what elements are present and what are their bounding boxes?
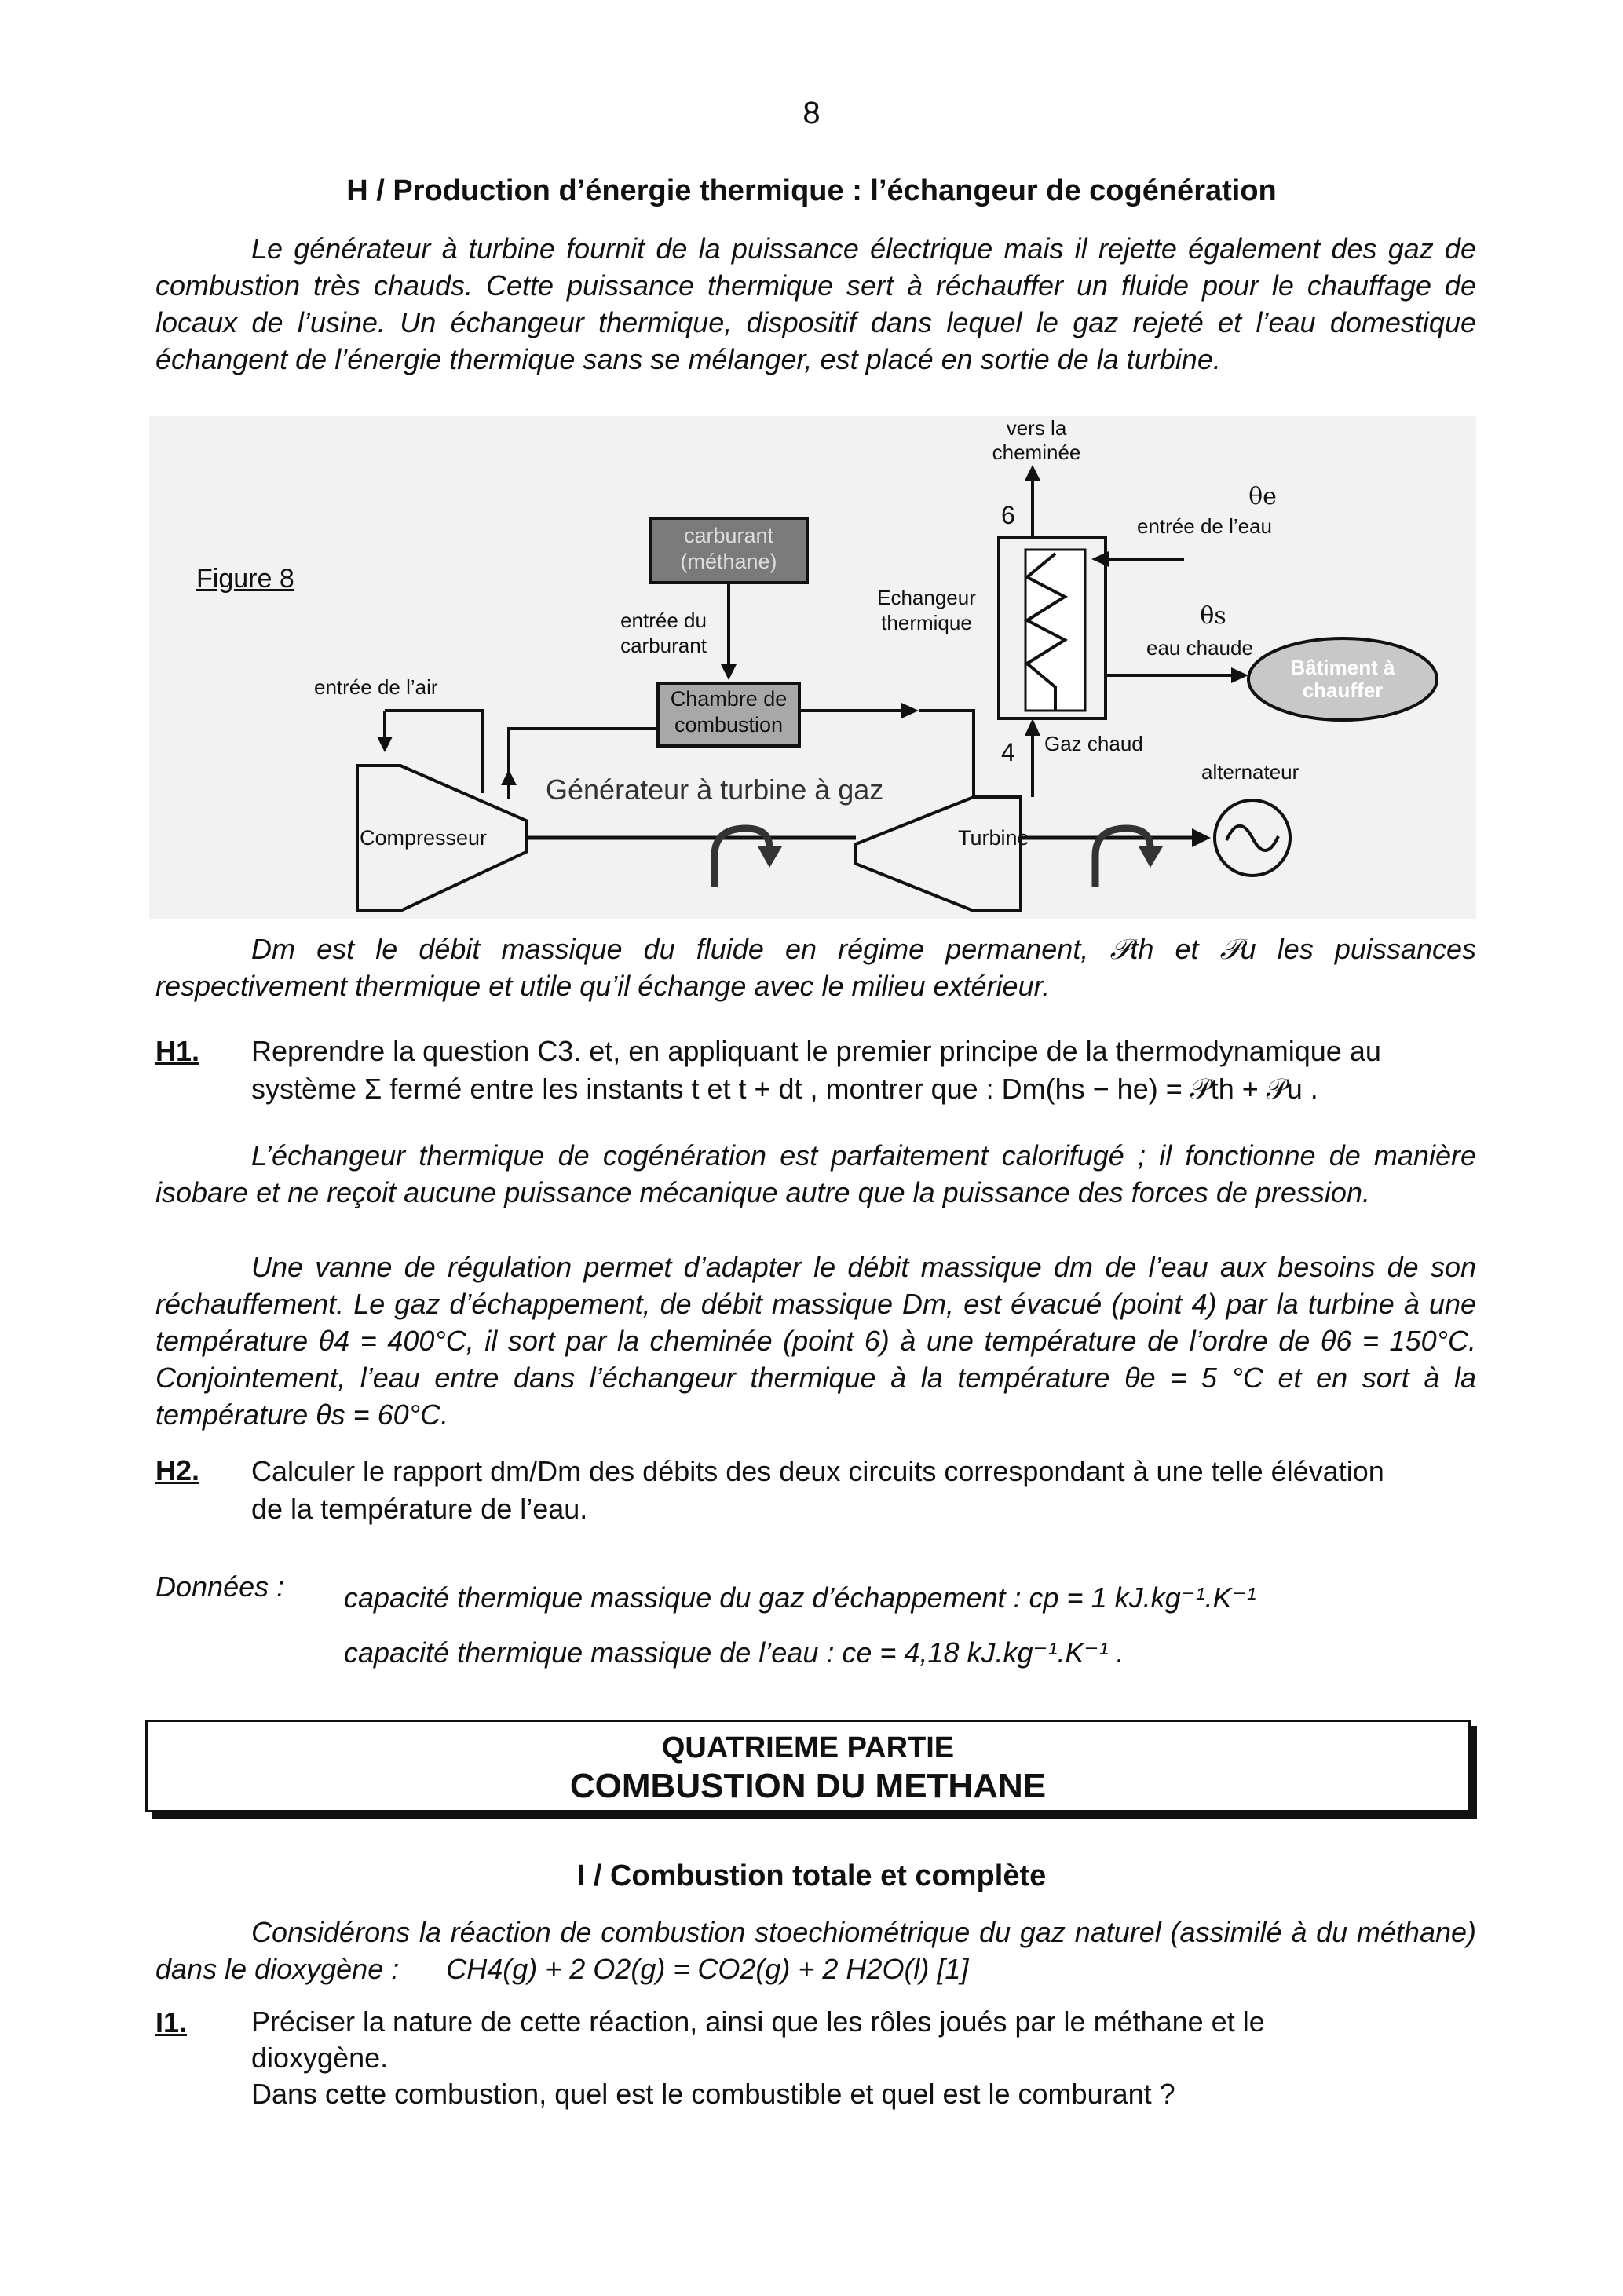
point-6: 6 bbox=[1001, 501, 1015, 529]
question-h1-label: H1. bbox=[155, 1035, 200, 1067]
exchanger-label: Echangeur thermique bbox=[877, 586, 976, 634]
section-i-title: I / Combustion totale et complète bbox=[576, 1859, 1047, 1892]
part-4-label: QUATRIEME PARTIE bbox=[661, 1731, 955, 1764]
air-in-label: entrée de l’air bbox=[314, 675, 438, 699]
compressor-label: Compresseur bbox=[360, 826, 488, 850]
figure-8-diagram bbox=[149, 416, 1476, 919]
chimney-label: vers la cheminée bbox=[992, 416, 1081, 464]
hot-water-label: eau chaude bbox=[1146, 636, 1253, 660]
turbine-shape bbox=[856, 797, 1021, 911]
definition-paragraph: Dm est le débit massique du fluide en régime permanent, 𝒫th et 𝒫u les puissances respectivement thermique et utile qu’il échange avec le milieu extérieur. bbox=[155, 933, 1476, 1002]
combustion-equation: CH4(g) + 2 O2(g) = CO2(g) + 2 H2O(l) [1] bbox=[446, 1953, 969, 1985]
section-h-intro: Le générateur à turbine fournit de la puissance électrique mais il rejette également des gaz de combustion très chauds. Cette puissance thermique sert à réchauffer un fluide pour le chauffage de locaux de l’usine. Un échangeur thermique, dispositif dans lequel le gaz rejeté et l’eau domestique échangent de l’énergie thermique sans se mélanger, est placé en sortie de la turbine. bbox=[155, 232, 1476, 375]
generator-label: Générateur à turbine à gaz bbox=[546, 773, 884, 806]
hot-gas-label: Gaz chaud bbox=[1044, 732, 1143, 755]
data-label: Données : bbox=[155, 1570, 285, 1603]
point-4: 4 bbox=[1001, 738, 1015, 766]
section-i-intro: Considérons la réaction de combustion stoechiométrique du gaz naturel (assimilé à du méthane) dans le dioxygène : CH4(g) + 2 O2(g) = CO2(g) + 2 H2O(l) [1] bbox=[155, 1916, 1476, 1985]
fuel-box-label: carburant (méthane) bbox=[680, 524, 777, 573]
question-h2-text: Calculer le rapport dm/Dm des débits des deux circuits correspondant à une telle élévation de la température de l’eau. bbox=[251, 1455, 1384, 1525]
part-4-banner bbox=[145, 1720, 1471, 1812]
question-h2-label: H2. bbox=[155, 1454, 200, 1486]
figure-label: Figure 8 bbox=[196, 564, 294, 594]
page-number: 8 bbox=[802, 96, 821, 130]
valve-paragraph: Une vanne de régulation permet d’adapter le débit massique dm de l’eau aux besoins de son réchauffement. Le gaz d’échappement, de débit massique Dm, est évacué (point 4) par la turbine à une température θ4 = 400°C, il sort par la cheminée (point 6) à une température de l’ordre de θ6 = 150°C. Conjointement, l’eau entre dans l’échangeur thermique à la température θe = 5 °C et en sort à la température θs = 60°C. bbox=[155, 1251, 1476, 1431]
question-h1-text: Reprendre la question C3. et, en appliquant le premier principe de la thermodynamique au système Σ fermé entre les instants t et t + dt , montrer que : Dm(hs − he) = 𝒫th + 𝒫u . bbox=[251, 1035, 1381, 1105]
question-i1-text: Préciser la nature de cette réaction, ainsi que les rôles joués par le méthane et le dioxygène. Dans cette combustion, quel est le combustible et quel est le comburant ? bbox=[251, 2005, 1265, 2110]
water-in-label: entrée de l’eau bbox=[1137, 514, 1273, 538]
data-values: capacité thermique massique du gaz d’échappement : cp = 1 kJ.kg⁻¹.K⁻¹ capacité thermique massique de l’eau : ce = 4,18 kJ.kg⁻¹.K⁻¹ . bbox=[344, 1581, 1256, 1669]
fuel-in-label: entrée du carburant bbox=[620, 609, 707, 657]
building-label: Bâtiment à chauffer bbox=[1290, 656, 1395, 702]
question-i1-label: I1. bbox=[155, 2006, 188, 2038]
theta-e-label: θe bbox=[1248, 483, 1277, 510]
turbine-label: Turbine bbox=[958, 826, 1029, 850]
theta-s-label: θs bbox=[1200, 602, 1226, 630]
chamber-label: Chambre de combustion bbox=[670, 687, 788, 737]
section-h-title: H / Production d’énergie thermique : l’échangeur de cogénération bbox=[346, 174, 1277, 207]
exchanger-paragraph: L’échangeur thermique de cogénération est parfaitement calorifugé ; il fonctionne de manière isobare et ne reçoit aucune puissance mécanique autre que la puissance des forces de pression. bbox=[155, 1139, 1476, 1208]
alternator-label: alternateur bbox=[1201, 760, 1299, 784]
part-4-title: COMBUSTION DU METHANE bbox=[569, 1767, 1047, 1805]
